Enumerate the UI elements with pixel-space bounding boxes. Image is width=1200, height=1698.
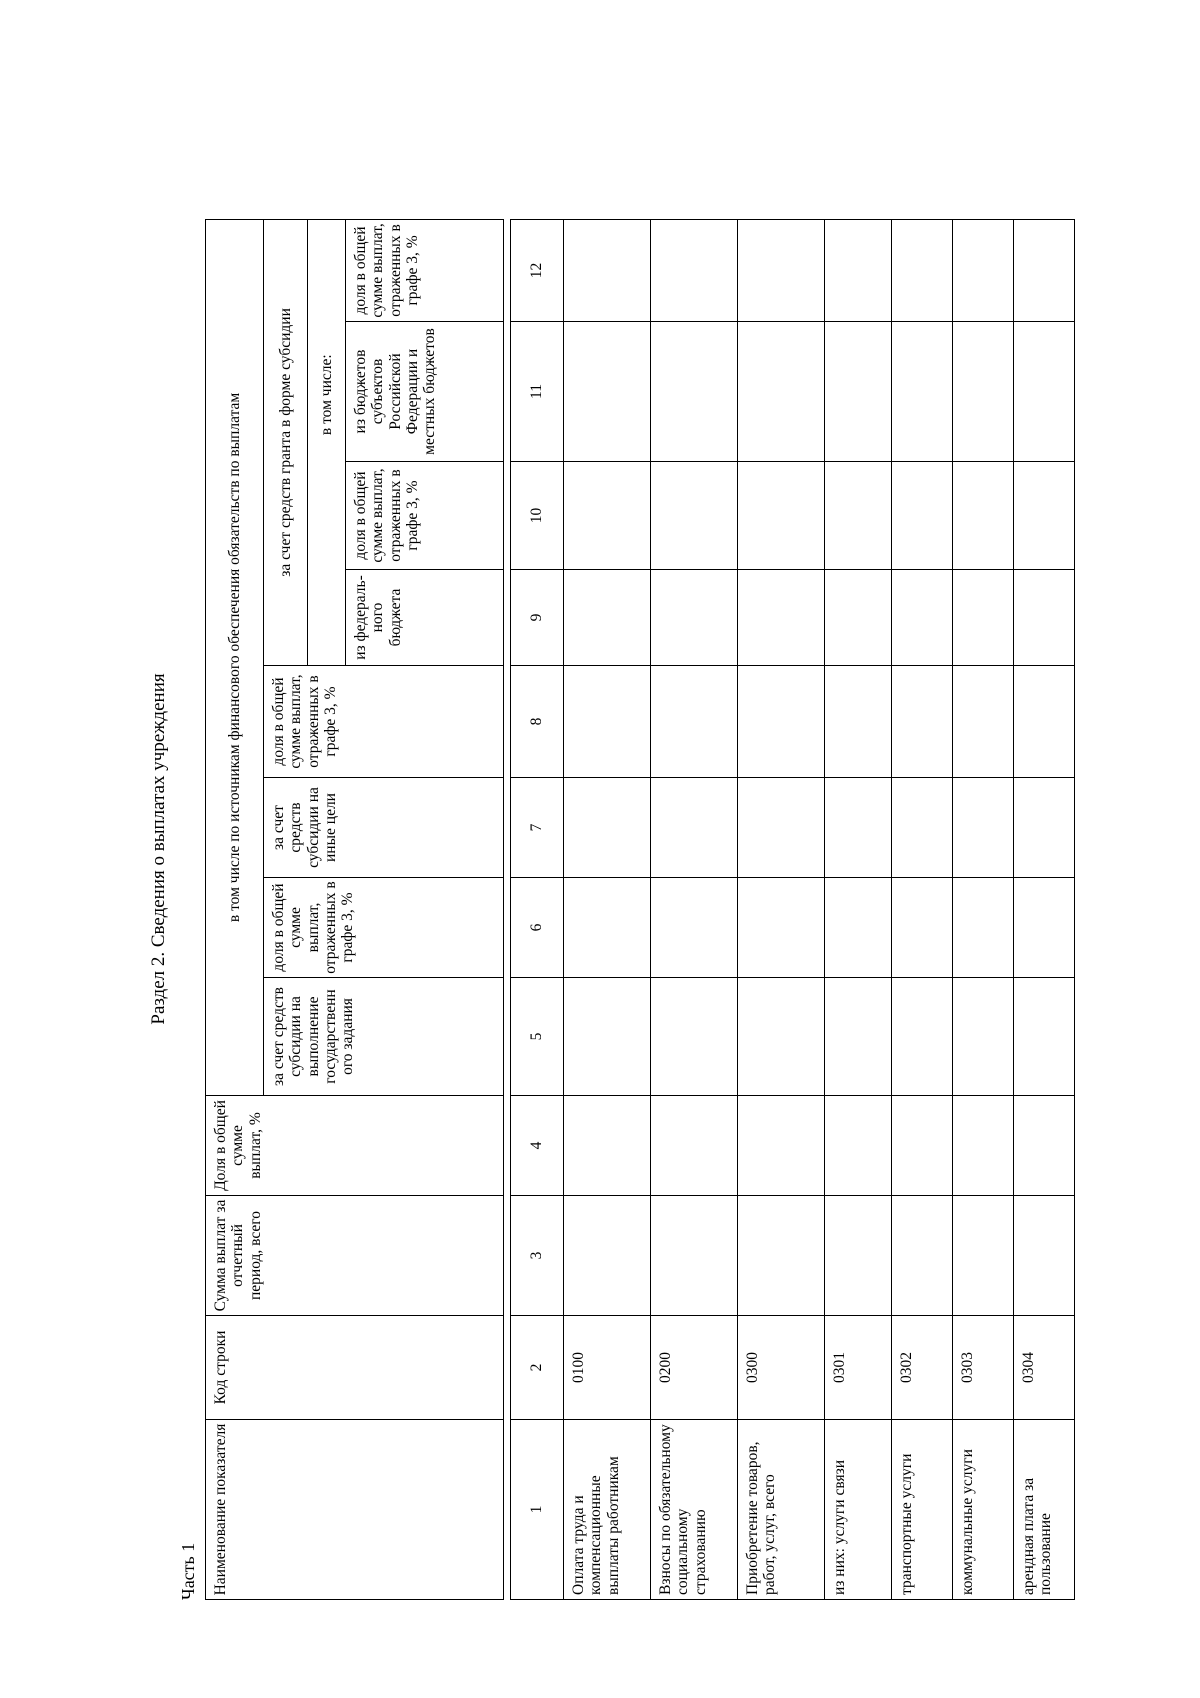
header-share-8: доля в общей сумме выплат, отраженных в графе 3, % <box>264 666 504 778</box>
table-row <box>892 220 953 1600</box>
header-federal: из федераль-ного бюджета <box>346 570 504 666</box>
column-number: 4 <box>511 1096 564 1196</box>
header-regional: из бюджетов субъектов Российской Федерации и местных бюджетов <box>346 322 504 462</box>
header-grant-blank <box>308 570 346 666</box>
table-header <box>205 219 504 1600</box>
column-number: 12 <box>511 220 564 322</box>
header-subsidy-task: за счет средств субсидии на выполнение государственн ого задания <box>264 978 504 1096</box>
header-share-6: доля в общей сумме выплат, отраженных в графе 3, % <box>264 878 504 978</box>
row-code: 0200 <box>651 1316 738 1420</box>
row-code: 0300 <box>738 1316 825 1420</box>
table-row <box>564 220 651 1600</box>
column-number: 11 <box>511 322 564 462</box>
header-including: в том числе: <box>308 219 346 569</box>
row-code: 0302 <box>892 1316 953 1420</box>
header-subsidy-other: за счет средств субсидии на иные цели <box>264 778 504 878</box>
table-row <box>1014 220 1075 1600</box>
row-code: 0301 <box>825 1316 892 1420</box>
column-number: 1 <box>511 1420 564 1600</box>
column-number: 8 <box>511 666 564 778</box>
row-name: транспортные услуги <box>892 1420 953 1600</box>
row-name: Оплата труда и компенсационные выплаты работникам <box>564 1420 651 1600</box>
header-sources: в том числе по источникам финансового обеспечения обязательств по выплатам <box>206 219 264 1095</box>
column-number: 2 <box>511 1316 564 1420</box>
row-code: 0304 <box>1014 1316 1075 1420</box>
table-row <box>953 220 1014 1600</box>
row-name: арендная плата за пользование <box>1014 1420 1075 1600</box>
table-row <box>738 220 825 1600</box>
table-body <box>510 219 1075 1600</box>
header-share-10: доля в общей сумме выплат, отраженных в графе 3, % <box>346 462 504 570</box>
header-total: Сумма выплат за отчетный период, всего <box>206 1196 504 1316</box>
column-number: 5 <box>511 978 564 1096</box>
table-row <box>651 220 738 1600</box>
column-number: 10 <box>511 462 564 570</box>
table-row <box>825 220 892 1600</box>
column-number: 6 <box>511 878 564 978</box>
header-share-12: доля в общей сумме выплат, отраженных в графе 3, % <box>346 219 504 321</box>
column-number: 9 <box>511 570 564 666</box>
header-grant: за счет средств гранта в форме субсидии <box>264 219 308 665</box>
row-code: 0100 <box>564 1316 651 1420</box>
row-name: Взносы по обязательному социальному страхованию <box>651 1420 738 1600</box>
part-label: Часть 1 <box>178 1542 198 1600</box>
row-name: коммунальные услуги <box>953 1420 1014 1600</box>
column-number: 7 <box>511 778 564 878</box>
column-number: 3 <box>511 1196 564 1316</box>
column-numbers-row <box>511 220 564 1600</box>
header-share: Доля в общей сумме выплат, % <box>206 1096 504 1196</box>
section-title: Раздел 2. Сведения о выплатах учреждения <box>148 673 169 1025</box>
row-code: 0303 <box>953 1316 1014 1420</box>
row-name: Приобретение товаров, работ, услуг, всего <box>738 1420 825 1600</box>
header-code: Код строки <box>206 1316 504 1420</box>
header-name: Наименование показателя <box>206 1420 504 1600</box>
row-name: из них: услуги связи <box>825 1420 892 1600</box>
